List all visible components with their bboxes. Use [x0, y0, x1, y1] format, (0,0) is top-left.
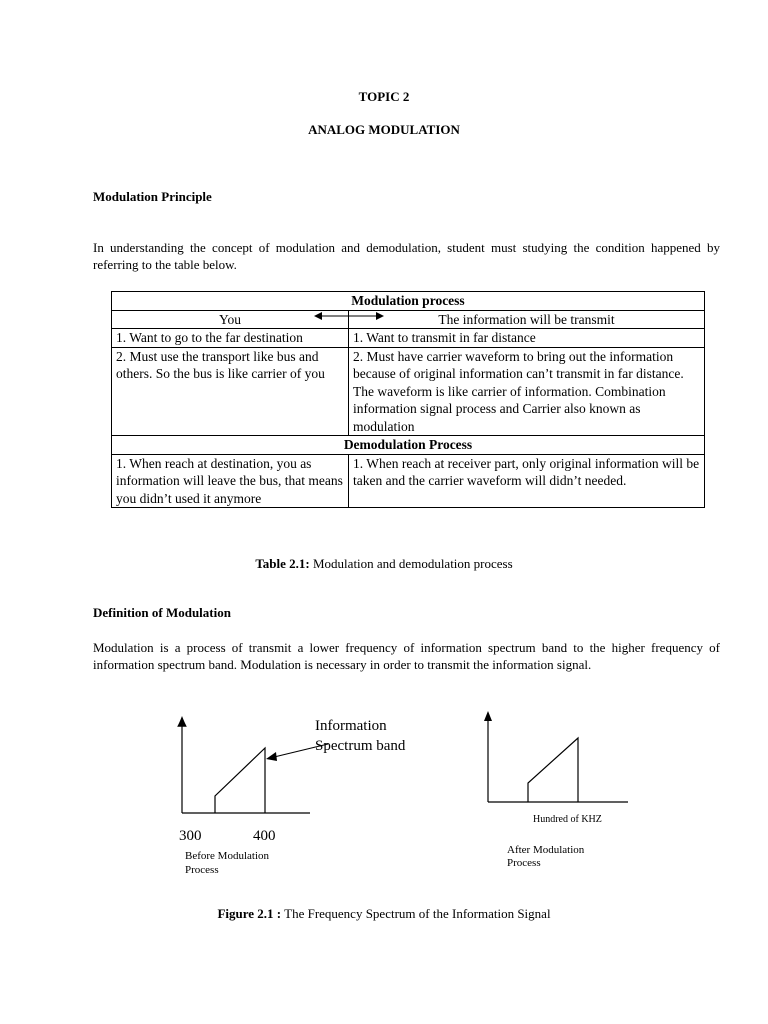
figure-caption-label: Figure 2.1 : — [217, 906, 282, 921]
topic-title: TOPIC 2 — [358, 89, 410, 104]
tick-300: 300 — [179, 828, 202, 844]
table-col-information: The information will be transmit — [349, 310, 705, 329]
table-caption-label: Table 2.1: — [255, 556, 310, 571]
before-caption-line1: Before Modulation — [185, 850, 270, 862]
table-cell: 2. Must have carrier waveform to bring out the information because of original information can’t transmit in far distance. The waveform is like carrier of information. Combination information signal process and Carrier also known as modulation — [349, 347, 705, 436]
table-caption — [0, 556, 768, 572]
x-axis-label: Hundred of KHZ — [533, 814, 602, 825]
spectrum-band — [528, 738, 578, 802]
after-caption-line1: After Modulation — [507, 844, 585, 856]
table-header-modulation: Modulation process — [112, 292, 705, 311]
section-heading-definition: Definition of Modulation — [93, 605, 231, 620]
figure-caption — [0, 906, 768, 922]
table-cell: 1. When reach at destination, you as information will leave the bus, that means you didn’t used it anymore — [112, 454, 349, 508]
section-paragraph-modulation-principle: In understanding the concept of modulation and demodulation, student must studying the condition happened by referring to the table below. — [93, 240, 720, 272]
tick-400: 400 — [253, 828, 276, 844]
double-arrow-icon — [314, 309, 384, 323]
table-row — [112, 329, 705, 348]
table-caption-text: Modulation and demodulation process — [309, 556, 513, 571]
section-paragraph-definition: Modulation is a process of transmit a lower frequency of information spectrum band to the higher frequency of information spectrum band. Modulation is necessary in order to transmit the information signal. — [93, 640, 720, 672]
figure-caption-text: The Frequency Spectrum of the Information Signal — [281, 906, 551, 921]
table-cell: 1. Want to transmit in far distance — [349, 329, 705, 348]
spectrum-band — [215, 748, 265, 813]
table-col-you: You — [112, 310, 349, 329]
spectrum-before-diagram — [170, 710, 440, 885]
modulation-table — [111, 291, 705, 508]
topic-subtitle: ANALOG MODULATION — [308, 122, 460, 137]
table-cell: 1. Want to go to the far destination — [112, 329, 349, 348]
y-axis-arrow-icon — [178, 716, 186, 726]
annotation-arrowhead-icon — [266, 752, 277, 761]
spectrum-after-diagram — [478, 705, 658, 875]
table-cell: 1. When reach at receiver part, only original information will be taken and the carrier waveform will didn’t needed. — [349, 454, 705, 508]
annotation-line2: Spectrum band — [315, 738, 406, 754]
annotation-line1: Information — [315, 718, 387, 734]
table-row — [112, 454, 705, 508]
section-heading-modulation-principle: Modulation Principle — [93, 189, 212, 204]
table-row — [112, 347, 705, 436]
after-caption-line2: Process — [507, 857, 541, 869]
before-caption-line2: Process — [185, 864, 219, 876]
table-header-demodulation: Demodulation Process — [112, 436, 705, 455]
table-cell: 2. Must use the transport like bus and others. So the bus is like carrier of you — [112, 347, 349, 436]
